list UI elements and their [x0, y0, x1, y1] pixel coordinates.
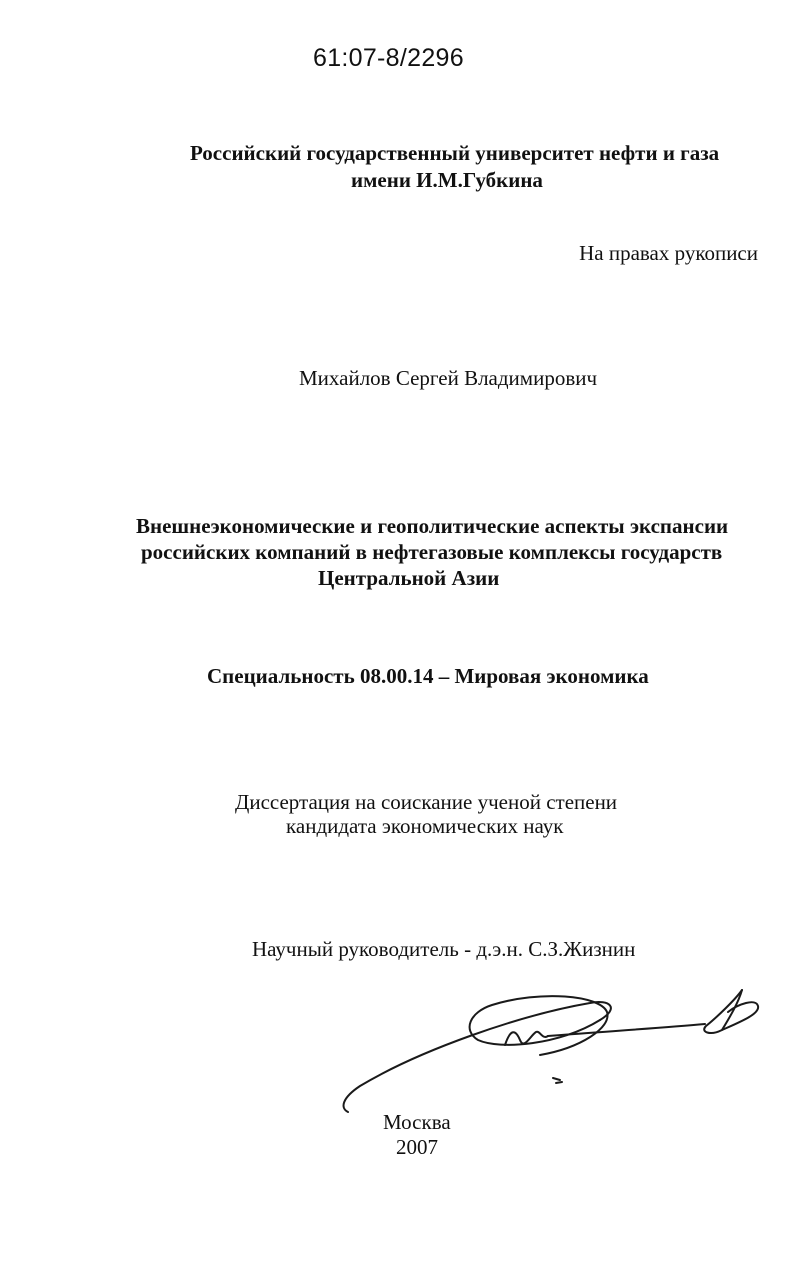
thesis-title-line-3: Центральной Азии [318, 566, 500, 590]
dissertation-type-line-2: кандидата экономических наук [286, 814, 564, 838]
specialty-line: Специальность 08.00.14 – Мировая экономика [207, 664, 649, 688]
university-name-line-1: Российский государственный университет нефти и газа [190, 141, 720, 165]
thesis-title-line-1: Внешнеэкономические и геополитические аспекты экспансии [136, 514, 729, 538]
archive-code: 61:07-8/2296 [313, 44, 464, 72]
dissertation-type-line-1: Диссертация на соискание ученой степени [235, 790, 618, 814]
manuscript-rights-note: На правах рукописи [579, 241, 758, 265]
university-name-line-2: имени И.М.Губкина [351, 168, 543, 192]
thesis-title-line-2: российских компаний в нефтегазовые комплексы государств [141, 540, 723, 564]
scientific-advisor: Научный руководитель - д.э.н. С.З.Жизнин [252, 937, 636, 961]
city: Москва [383, 1110, 451, 1134]
author-name: Михайлов Сергей Владимирович [299, 366, 598, 390]
year: 2007 [396, 1135, 438, 1159]
